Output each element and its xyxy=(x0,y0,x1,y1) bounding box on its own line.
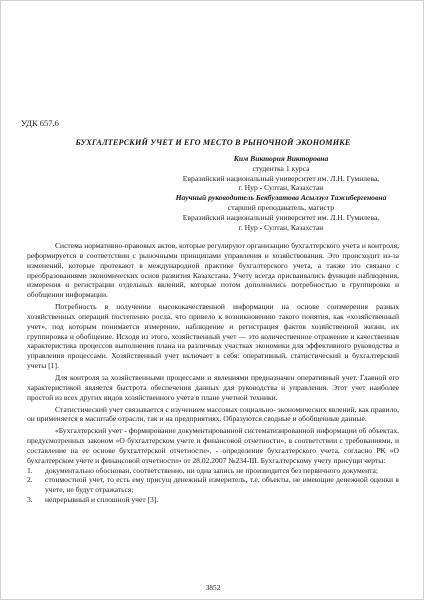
article-title: БУХГАЛТЕРСКИЙ УЧЕТ И ЕГО МЕСТО В РЫНОЧНОЙ ЭКОНОМИКЕ xyxy=(75,138,351,147)
list-item xyxy=(27,475,399,495)
body-paragraph: Для контроля за хозяйственными процессами и явлениями предназначен оперативный учет. Главной его характеристикой является быстрота обеспечения данных для руководства и управления. Этот учет наиболее простой из всех других видов хозяйственного учета в плане учетной техники. xyxy=(27,372,399,402)
features-list xyxy=(27,466,399,505)
author-city: г. Нур - Султан, Казахстан xyxy=(238,183,324,193)
author-role: студентка 1 курса xyxy=(252,163,310,173)
body-paragraph: «Бухгалтерский учет - формирование документированной систематизированной информации об объектах, предусмотренных законом «О бухгалтерском учете и финансовой отчетности», в соответствии с требованиями, и составление на ее основе бухгалтерской отчетности», - определение бухгалтерского учета, согласно РК «О бухгалтерском учете и финансовой отчетности» от 28.02.2007 №234-III. Бухгалтерскому учету присущи черты: xyxy=(27,426,399,465)
list-item-text: документально обоснован, соответственно, ни одна запись не производится без первичного документа; xyxy=(45,465,378,475)
list-item-text: стоимостной учет, то есть ему присущ денежный измеритель, т.е. объекты, не имеющие денежной оценки в учете, не будут отражаться; xyxy=(45,475,399,495)
author-name: Ким Виктория Викторовна xyxy=(233,154,329,163)
list-item xyxy=(27,495,399,505)
supervisor-city: г. Нур - Султан, Казахстан xyxy=(238,222,324,232)
author-university: Евразийский национальный университет им. Л.Н. Гумилева, xyxy=(182,173,380,183)
list-item xyxy=(27,466,399,476)
list-item-text: непрерывный и сплошной учет [3]. xyxy=(45,495,159,505)
list-item-number: 3. xyxy=(27,495,33,505)
list-item-number: 2. xyxy=(27,475,33,485)
body-paragraph: Статистический учет связывается с изучением массовых социально- экономических явлений, как правило, он применяется в масштабе отрасли, так и на предприятиях. Образуются сводные и обобщенные данные. xyxy=(27,404,399,424)
udk-code: УДК 657.6 xyxy=(21,118,59,128)
body-paragraph: Система нормативно-правовых актов, которые регулируют организацию бухгалтерского учета и контроля, реформируется в соответствии с рыночными принципами управления и хозяйствования. Это происходит из-за изменений, которые протекают в международной практике бухгалтерского учета, а также это связано с преобразованиями экономических основ развития Казахстана. Учету всегда присваивались функции наблюдения, измерения и регистрации отдельных явлений, которые потом дополнились потребностью в группировке и обобщении информации. xyxy=(27,241,399,300)
article-body xyxy=(27,241,399,505)
supervisor-role: старший преподаватель, магистр xyxy=(227,202,335,212)
list-item-number: 1. xyxy=(27,465,33,475)
body-paragraph: Потребность в получении высококачественной информации на основе соизмерения разных хозяйственных операций постепенно росла, что привело к возникновению такого понятия, как «хозяйственный учет», под которым понимается измерение, наблюдение и регистрация фактов хозяйственной жизни, их группировка и обобщение. Исходя из этого, хозяйственный учет — это количественное отражение и качественная характеристика процессов выполнения плана на различных участках экономики для эффективного руководства и управления процессами. Хозяйственный учет включает в себя: оперативный, статистический и бухгалтерский учеты [1]. xyxy=(27,302,399,371)
supervisor-university: Евразийский национальный университет им. Л.Н. Гумилева, xyxy=(182,212,380,222)
author-block xyxy=(151,154,411,232)
supervisor-name: Научный руководитель Бекбулатова Асылзул Тажибергеновна xyxy=(175,193,387,203)
page-number: 3852 xyxy=(205,583,221,592)
